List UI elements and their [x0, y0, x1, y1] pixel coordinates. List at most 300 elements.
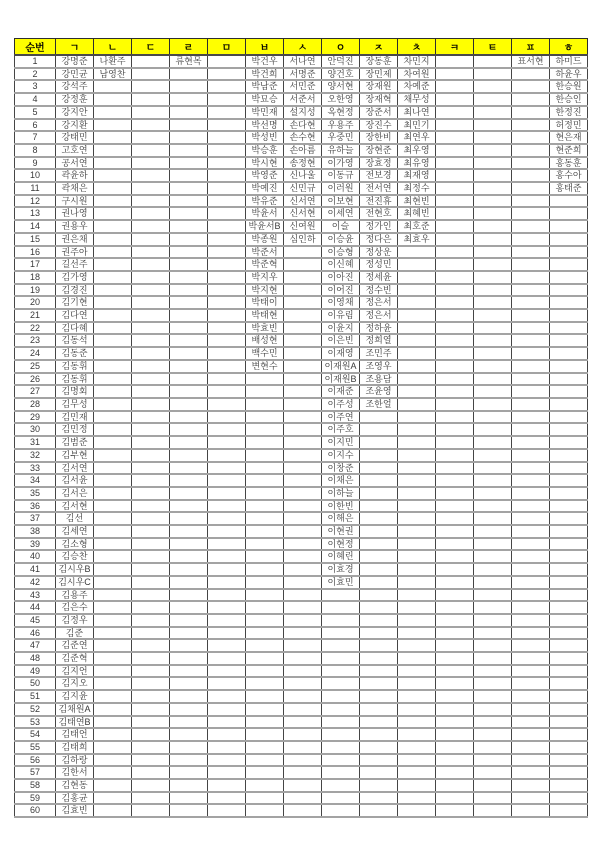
table-row	[15, 373, 588, 386]
name-cell	[512, 779, 550, 792]
name-cell	[550, 779, 588, 792]
name-cell: 조용담	[360, 373, 398, 386]
table-row	[15, 436, 588, 449]
name-cell	[284, 423, 322, 436]
name-cell: 조한얼	[360, 398, 398, 411]
name-cell: 박윤서B	[246, 220, 284, 233]
column-header-consonant: ㅌ	[474, 39, 512, 56]
name-cell	[94, 296, 132, 309]
name-cell	[94, 665, 132, 678]
name-cell	[170, 576, 208, 589]
table-row	[15, 360, 588, 373]
name-cell: 배성현	[246, 334, 284, 347]
name-cell	[94, 398, 132, 411]
table-row	[15, 182, 588, 195]
name-cell	[132, 119, 170, 132]
name-cell	[512, 93, 550, 106]
name-cell: 김민재	[56, 411, 94, 424]
name-cell: 이현정	[322, 538, 360, 551]
name-cell	[512, 80, 550, 93]
name-cell	[132, 487, 170, 500]
name-cell: 이채은	[322, 474, 360, 487]
name-cell	[94, 614, 132, 627]
name-cell: 이지민	[322, 436, 360, 449]
name-cell	[398, 677, 436, 690]
name-cell	[436, 716, 474, 729]
name-cell	[436, 462, 474, 475]
name-cell	[398, 436, 436, 449]
name-cell: 김동휘	[56, 373, 94, 386]
name-cell: 현준희	[550, 144, 588, 157]
name-cell	[512, 690, 550, 703]
name-cell	[474, 500, 512, 513]
name-cell	[322, 703, 360, 716]
name-cell: 손아름	[284, 144, 322, 157]
name-cell	[94, 220, 132, 233]
name-cell: 김동준	[56, 347, 94, 360]
name-cell	[474, 474, 512, 487]
name-cell: 장효정	[360, 157, 398, 170]
name-cell	[208, 284, 246, 297]
name-cell	[550, 804, 588, 817]
name-cell	[246, 627, 284, 640]
name-cell: 최현빈	[398, 195, 436, 208]
name-cell: 양서현	[322, 80, 360, 93]
name-cell	[170, 614, 208, 627]
table-row	[15, 131, 588, 144]
name-cell: 이주성	[322, 398, 360, 411]
name-cell	[474, 538, 512, 551]
name-cell	[322, 614, 360, 627]
name-cell	[322, 716, 360, 729]
name-cell	[132, 449, 170, 462]
row-number-cell: 22	[15, 322, 56, 335]
name-cell	[436, 119, 474, 132]
name-cell: 곽윤하	[56, 169, 94, 182]
table-row	[15, 728, 588, 741]
name-cell	[170, 449, 208, 462]
name-cell: 박선명	[246, 119, 284, 132]
name-cell	[512, 144, 550, 157]
table-row	[15, 754, 588, 767]
name-cell	[170, 665, 208, 678]
name-cell: 박태이	[246, 296, 284, 309]
name-cell	[322, 589, 360, 602]
name-cell	[170, 233, 208, 246]
name-cell: 이효민	[322, 576, 360, 589]
name-cell	[360, 614, 398, 627]
name-cell	[94, 766, 132, 779]
name-cell	[170, 627, 208, 640]
column-header-seq: 순번	[15, 39, 56, 56]
name-cell	[550, 398, 588, 411]
table-row	[15, 271, 588, 284]
name-cell	[360, 627, 398, 640]
name-cell	[550, 334, 588, 347]
name-cell	[208, 627, 246, 640]
name-cell	[398, 512, 436, 525]
name-cell	[132, 627, 170, 640]
table-row	[15, 525, 588, 538]
name-cell	[94, 157, 132, 170]
name-cell	[360, 652, 398, 665]
name-cell	[94, 690, 132, 703]
name-cell	[132, 131, 170, 144]
name-cell	[246, 804, 284, 817]
name-cell	[94, 385, 132, 398]
name-cell	[94, 182, 132, 195]
name-cell: 김홍균	[56, 792, 94, 805]
name-cell	[398, 576, 436, 589]
name-cell: 장한비	[360, 131, 398, 144]
name-cell	[550, 411, 588, 424]
name-cell: 최효우	[398, 233, 436, 246]
name-cell	[474, 512, 512, 525]
name-cell	[208, 703, 246, 716]
name-cell	[436, 766, 474, 779]
name-cell	[284, 525, 322, 538]
name-cell	[170, 398, 208, 411]
name-cell	[398, 652, 436, 665]
name-cell: 김태언	[56, 728, 94, 741]
name-cell	[512, 220, 550, 233]
name-cell	[360, 665, 398, 678]
name-cell	[94, 550, 132, 563]
name-cell	[474, 360, 512, 373]
name-cell	[246, 398, 284, 411]
row-number-cell: 38	[15, 525, 56, 538]
name-cell	[246, 423, 284, 436]
name-cell	[208, 233, 246, 246]
name-cell	[474, 627, 512, 640]
name-cell	[208, 792, 246, 805]
name-cell: 박건희	[246, 68, 284, 81]
row-number-cell: 56	[15, 754, 56, 767]
name-cell	[474, 220, 512, 233]
table-row	[15, 792, 588, 805]
name-cell	[512, 322, 550, 335]
name-cell: 이승형	[322, 246, 360, 259]
name-cell	[474, 652, 512, 665]
name-cell	[360, 716, 398, 729]
name-cell: 이동규	[322, 169, 360, 182]
name-cell	[436, 220, 474, 233]
name-cell	[132, 716, 170, 729]
name-cell	[246, 487, 284, 500]
name-cell	[170, 131, 208, 144]
name-cell	[436, 309, 474, 322]
name-cell	[94, 639, 132, 652]
name-cell: 박종원	[246, 233, 284, 246]
name-cell	[170, 296, 208, 309]
name-cell: 김태희	[56, 741, 94, 754]
name-cell	[208, 207, 246, 220]
name-cell	[132, 334, 170, 347]
name-cell	[398, 754, 436, 767]
name-cell	[550, 792, 588, 805]
name-cell	[474, 804, 512, 817]
name-cell: 최유영	[398, 157, 436, 170]
name-cell: 정은서	[360, 309, 398, 322]
row-number-cell: 1	[15, 55, 56, 68]
name-cell: 구시원	[56, 195, 94, 208]
name-cell	[132, 525, 170, 538]
name-cell	[398, 334, 436, 347]
name-cell: 우용주	[322, 119, 360, 132]
row-number-cell: 55	[15, 741, 56, 754]
name-cell	[512, 576, 550, 589]
name-cell: 김세연	[56, 525, 94, 538]
name-cell	[94, 423, 132, 436]
name-cell	[208, 500, 246, 513]
name-cell	[132, 55, 170, 68]
name-cell	[398, 716, 436, 729]
row-number-cell: 35	[15, 487, 56, 500]
name-cell	[550, 754, 588, 767]
name-cell	[360, 474, 398, 487]
name-cell: 안덕진	[322, 55, 360, 68]
row-number-cell: 6	[15, 119, 56, 132]
name-cell	[170, 462, 208, 475]
name-cell: 정희열	[360, 334, 398, 347]
name-cell	[94, 652, 132, 665]
table-row	[15, 766, 588, 779]
name-cell	[512, 398, 550, 411]
name-cell	[132, 754, 170, 767]
name-cell: 이재원A	[322, 360, 360, 373]
name-cell	[94, 334, 132, 347]
name-cell	[94, 576, 132, 589]
name-cell	[132, 741, 170, 754]
name-cell	[550, 766, 588, 779]
name-cell	[170, 436, 208, 449]
table-row	[15, 334, 588, 347]
row-number-cell: 2	[15, 68, 56, 81]
name-cell	[170, 360, 208, 373]
name-cell: 이은빈	[322, 334, 360, 347]
name-cell: 김명회	[56, 385, 94, 398]
column-header-consonant: ㅋ	[436, 39, 474, 56]
name-cell	[512, 627, 550, 640]
name-cell	[132, 639, 170, 652]
name-cell	[436, 106, 474, 119]
name-cell: 김다연	[56, 309, 94, 322]
table-row	[15, 538, 588, 551]
name-cell	[474, 487, 512, 500]
name-cell	[474, 169, 512, 182]
table-row	[15, 614, 588, 627]
row-number-cell: 36	[15, 500, 56, 513]
name-cell	[322, 639, 360, 652]
name-cell	[170, 334, 208, 347]
name-cell	[94, 462, 132, 475]
name-cell	[360, 601, 398, 614]
name-cell	[284, 550, 322, 563]
name-cell	[512, 373, 550, 386]
name-cell	[512, 703, 550, 716]
name-cell	[284, 690, 322, 703]
name-cell	[170, 411, 208, 424]
name-cell	[94, 169, 132, 182]
name-cell	[94, 716, 132, 729]
row-number-cell: 50	[15, 677, 56, 690]
name-cell	[398, 423, 436, 436]
name-cell	[208, 804, 246, 817]
name-cell	[360, 677, 398, 690]
name-cell: 권용우	[56, 220, 94, 233]
name-cell	[208, 157, 246, 170]
column-header-consonant: ㄴ	[94, 39, 132, 56]
name-cell	[512, 334, 550, 347]
name-cell	[208, 373, 246, 386]
name-cell	[132, 677, 170, 690]
name-cell: 하윤우	[550, 68, 588, 81]
name-cell	[132, 589, 170, 602]
row-number-cell: 3	[15, 80, 56, 93]
name-cell	[436, 246, 474, 259]
row-number-cell: 51	[15, 690, 56, 703]
name-cell	[284, 741, 322, 754]
name-cell	[436, 652, 474, 665]
row-number-cell: 52	[15, 703, 56, 716]
name-cell: 이어진	[322, 284, 360, 297]
name-cell	[550, 589, 588, 602]
name-cell: 남영찬	[94, 68, 132, 81]
row-number-cell: 18	[15, 271, 56, 284]
name-cell	[94, 195, 132, 208]
name-cell	[512, 119, 550, 132]
name-cell: 정다은	[360, 233, 398, 246]
name-cell	[284, 309, 322, 322]
name-cell	[132, 373, 170, 386]
name-cell	[512, 436, 550, 449]
name-cell	[208, 309, 246, 322]
table-row	[15, 487, 588, 500]
name-cell	[550, 716, 588, 729]
name-cell	[284, 665, 322, 678]
name-cell	[208, 550, 246, 563]
name-cell: 옥현정	[322, 106, 360, 119]
column-header-consonant: ㅇ	[322, 39, 360, 56]
name-cell: 김경진	[56, 284, 94, 297]
name-cell	[512, 474, 550, 487]
name-cell	[208, 563, 246, 576]
name-cell	[436, 512, 474, 525]
row-number-cell: 46	[15, 627, 56, 640]
name-cell	[474, 334, 512, 347]
name-cell	[436, 677, 474, 690]
name-cell	[94, 804, 132, 817]
name-cell	[398, 741, 436, 754]
name-cell	[208, 93, 246, 106]
name-cell	[436, 639, 474, 652]
name-cell	[132, 512, 170, 525]
name-cell	[132, 195, 170, 208]
name-cell	[170, 119, 208, 132]
name-cell	[550, 525, 588, 538]
name-cell	[208, 411, 246, 424]
name-cell	[170, 779, 208, 792]
name-cell	[284, 728, 322, 741]
table-row	[15, 144, 588, 157]
name-cell: 조민주	[360, 347, 398, 360]
table-row	[15, 119, 588, 132]
name-cell	[474, 68, 512, 81]
name-cell: 이윤지	[322, 322, 360, 335]
name-cell	[512, 246, 550, 259]
table-row	[15, 589, 588, 602]
name-cell	[436, 538, 474, 551]
name-cell	[170, 106, 208, 119]
row-number-cell: 12	[15, 195, 56, 208]
name-cell: 신민규	[284, 182, 322, 195]
name-cell	[246, 716, 284, 729]
name-cell	[322, 792, 360, 805]
name-cell	[550, 258, 588, 271]
name-cell	[284, 360, 322, 373]
name-cell	[436, 93, 474, 106]
name-cell	[436, 398, 474, 411]
name-cell	[398, 500, 436, 513]
name-cell	[170, 741, 208, 754]
name-cell	[436, 411, 474, 424]
name-cell: 차민지	[398, 55, 436, 68]
name-cell	[474, 779, 512, 792]
name-cell	[474, 80, 512, 93]
name-cell	[436, 601, 474, 614]
name-cell: 오한영	[322, 93, 360, 106]
name-cell: 서나연	[284, 55, 322, 68]
table-row	[15, 309, 588, 322]
name-cell	[512, 716, 550, 729]
name-cell: 이재원B	[322, 373, 360, 386]
column-header-consonant: ㅈ	[360, 39, 398, 56]
row-number-cell: 10	[15, 169, 56, 182]
name-cell	[284, 436, 322, 449]
name-cell	[398, 360, 436, 373]
name-cell	[94, 538, 132, 551]
name-cell	[474, 296, 512, 309]
name-cell: 신여원	[284, 220, 322, 233]
name-cell	[550, 690, 588, 703]
name-cell	[398, 373, 436, 386]
name-cell	[94, 144, 132, 157]
name-cell	[474, 741, 512, 754]
name-cell: 박준서	[246, 246, 284, 259]
name-cell	[398, 703, 436, 716]
table-row	[15, 411, 588, 424]
row-number-cell: 44	[15, 601, 56, 614]
name-cell	[208, 398, 246, 411]
name-cell	[284, 804, 322, 817]
name-cell	[550, 449, 588, 462]
name-cell: 김무성	[56, 398, 94, 411]
name-cell	[436, 550, 474, 563]
table-row	[15, 296, 588, 309]
table-row	[15, 398, 588, 411]
name-cell	[398, 398, 436, 411]
name-cell	[474, 690, 512, 703]
table-row	[15, 449, 588, 462]
name-cell	[360, 766, 398, 779]
name-cell	[208, 271, 246, 284]
name-cell: 김채원A	[56, 703, 94, 716]
name-cell	[512, 385, 550, 398]
name-cell	[550, 284, 588, 297]
name-cell: 최혜빈	[398, 207, 436, 220]
name-cell	[360, 550, 398, 563]
name-cell	[550, 233, 588, 246]
